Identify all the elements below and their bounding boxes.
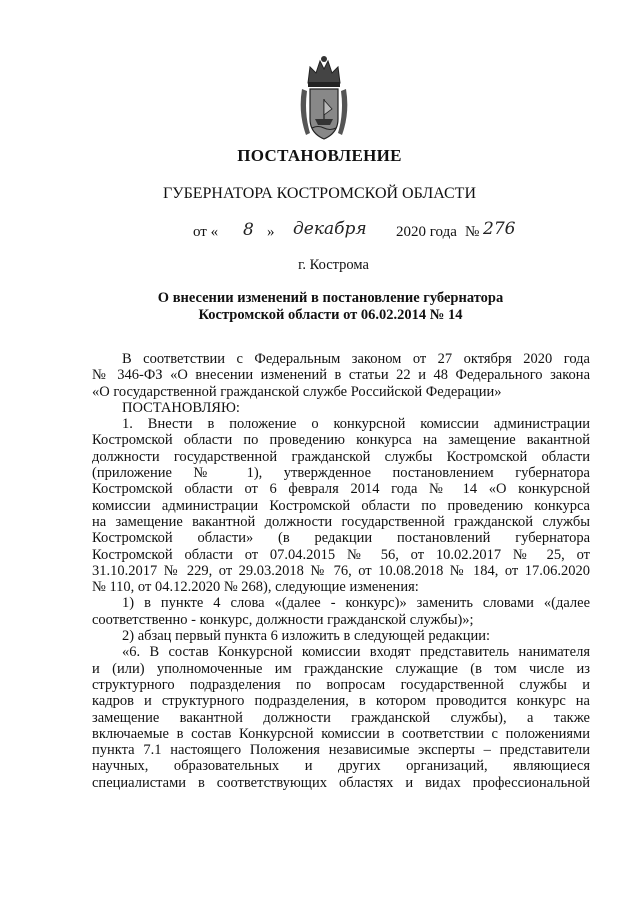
date-day: 8: [243, 220, 254, 240]
heading-line: Костромской области от 06.02.2014 № 14: [198, 307, 463, 323]
issuer-title: ГУБЕРНАТОРА КОСТРОМСКОЙ ОБЛАСТИ: [162, 185, 476, 202]
body-line: «6. В состав Конкурсной комиссии входят представитель нанимателя: [122, 644, 590, 661]
body-line: № 346-ФЗ «О внесении изменений в статьи 22 и 48 Федерального закона: [92, 367, 590, 384]
body-line: на замещение вакантной должности государственной гражданской службы: [92, 513, 590, 530]
body-line: структурного подразделения по вопросам государственной службы и: [92, 676, 590, 693]
date-mid: »: [267, 224, 275, 240]
body-line: Костромской области» (в редакции постановлений губернатора: [92, 530, 590, 547]
body-line: научных, образовательных и других организаций, являющиеся: [92, 758, 590, 775]
body-line: замещение вакантной должности гражданской службы), а также: [92, 709, 590, 726]
body-line: кадров и структурного подразделения, в котором проводится конкурс на: [92, 693, 590, 710]
date-month: декабря: [293, 219, 367, 239]
body-line: пункта 7.1 настоящего Положения независимые эксперты – представители: [92, 742, 590, 759]
heading-line: О внесении изменений в постановление губернатора: [157, 290, 504, 306]
body-line: «О государственной гражданской службе Российской Федерации»: [92, 383, 502, 400]
document-body: [92, 351, 590, 791]
body-line: 1) в пункте 4 слова «(далее - конкурс)» заменить словами «(далее: [122, 595, 590, 612]
body-line: 2) абзац первый пункта 6 изложить в следующей редакции:: [122, 628, 491, 645]
document-title: ПОСТАНОВЛЕНИЕ: [237, 146, 402, 165]
document-number: 276: [483, 219, 516, 239]
document-heading: [0, 290, 639, 324]
body-line: 31.10.2017 № 229, от 29.03.2018 № 76, от 10.08.2018 № 184, от 17.06.2020: [92, 562, 590, 579]
body-line: № 110, от 04.12.2020 № 268), следующие изменения:: [92, 579, 419, 596]
body-line: комиссии администрации Костромской области по проведению конкурса: [92, 497, 590, 514]
date-year: 2020 года: [396, 224, 457, 240]
body-line: включаемые в состав Конкурсной комиссии в соответствии с положениями: [92, 725, 590, 742]
city: г. Кострома: [298, 257, 369, 273]
body-line: Костромской области от 07.04.2015 № 56, от 10.02.2017 № 25, от: [92, 546, 590, 563]
body-line: соответственно - конкурс, должности гражданской службы)»;: [92, 611, 474, 628]
body-line: (приложение № 1), утвержденное постановлением губернатора: [92, 465, 590, 482]
body-line: Костромской области от 6 февраля 2014 года № 14 «О конкурсной: [92, 481, 590, 498]
body-line: должности государственной гражданской службы Костромской области: [92, 448, 590, 465]
body-line: и (или) уполномоченные им гражданские служащие (в том числе из: [92, 660, 590, 677]
body-line: специалистами в соответствующих областях и видах профессиональной: [92, 774, 590, 791]
body-line: ПОСТАНОВЛЯЮ:: [122, 399, 240, 416]
number-prefix: №: [465, 224, 480, 240]
body-line: 1. Внести в положение о конкурсной комиссии администрации: [122, 416, 590, 433]
coat-of-arms-icon: [296, 53, 352, 143]
body-line: Костромской области по проведению конкурса на замещение вакантной: [92, 432, 590, 449]
date-prefix: от «: [193, 224, 219, 240]
body-line: В соответствии с Федеральным законом от 27 октября 2020 года: [122, 351, 590, 367]
